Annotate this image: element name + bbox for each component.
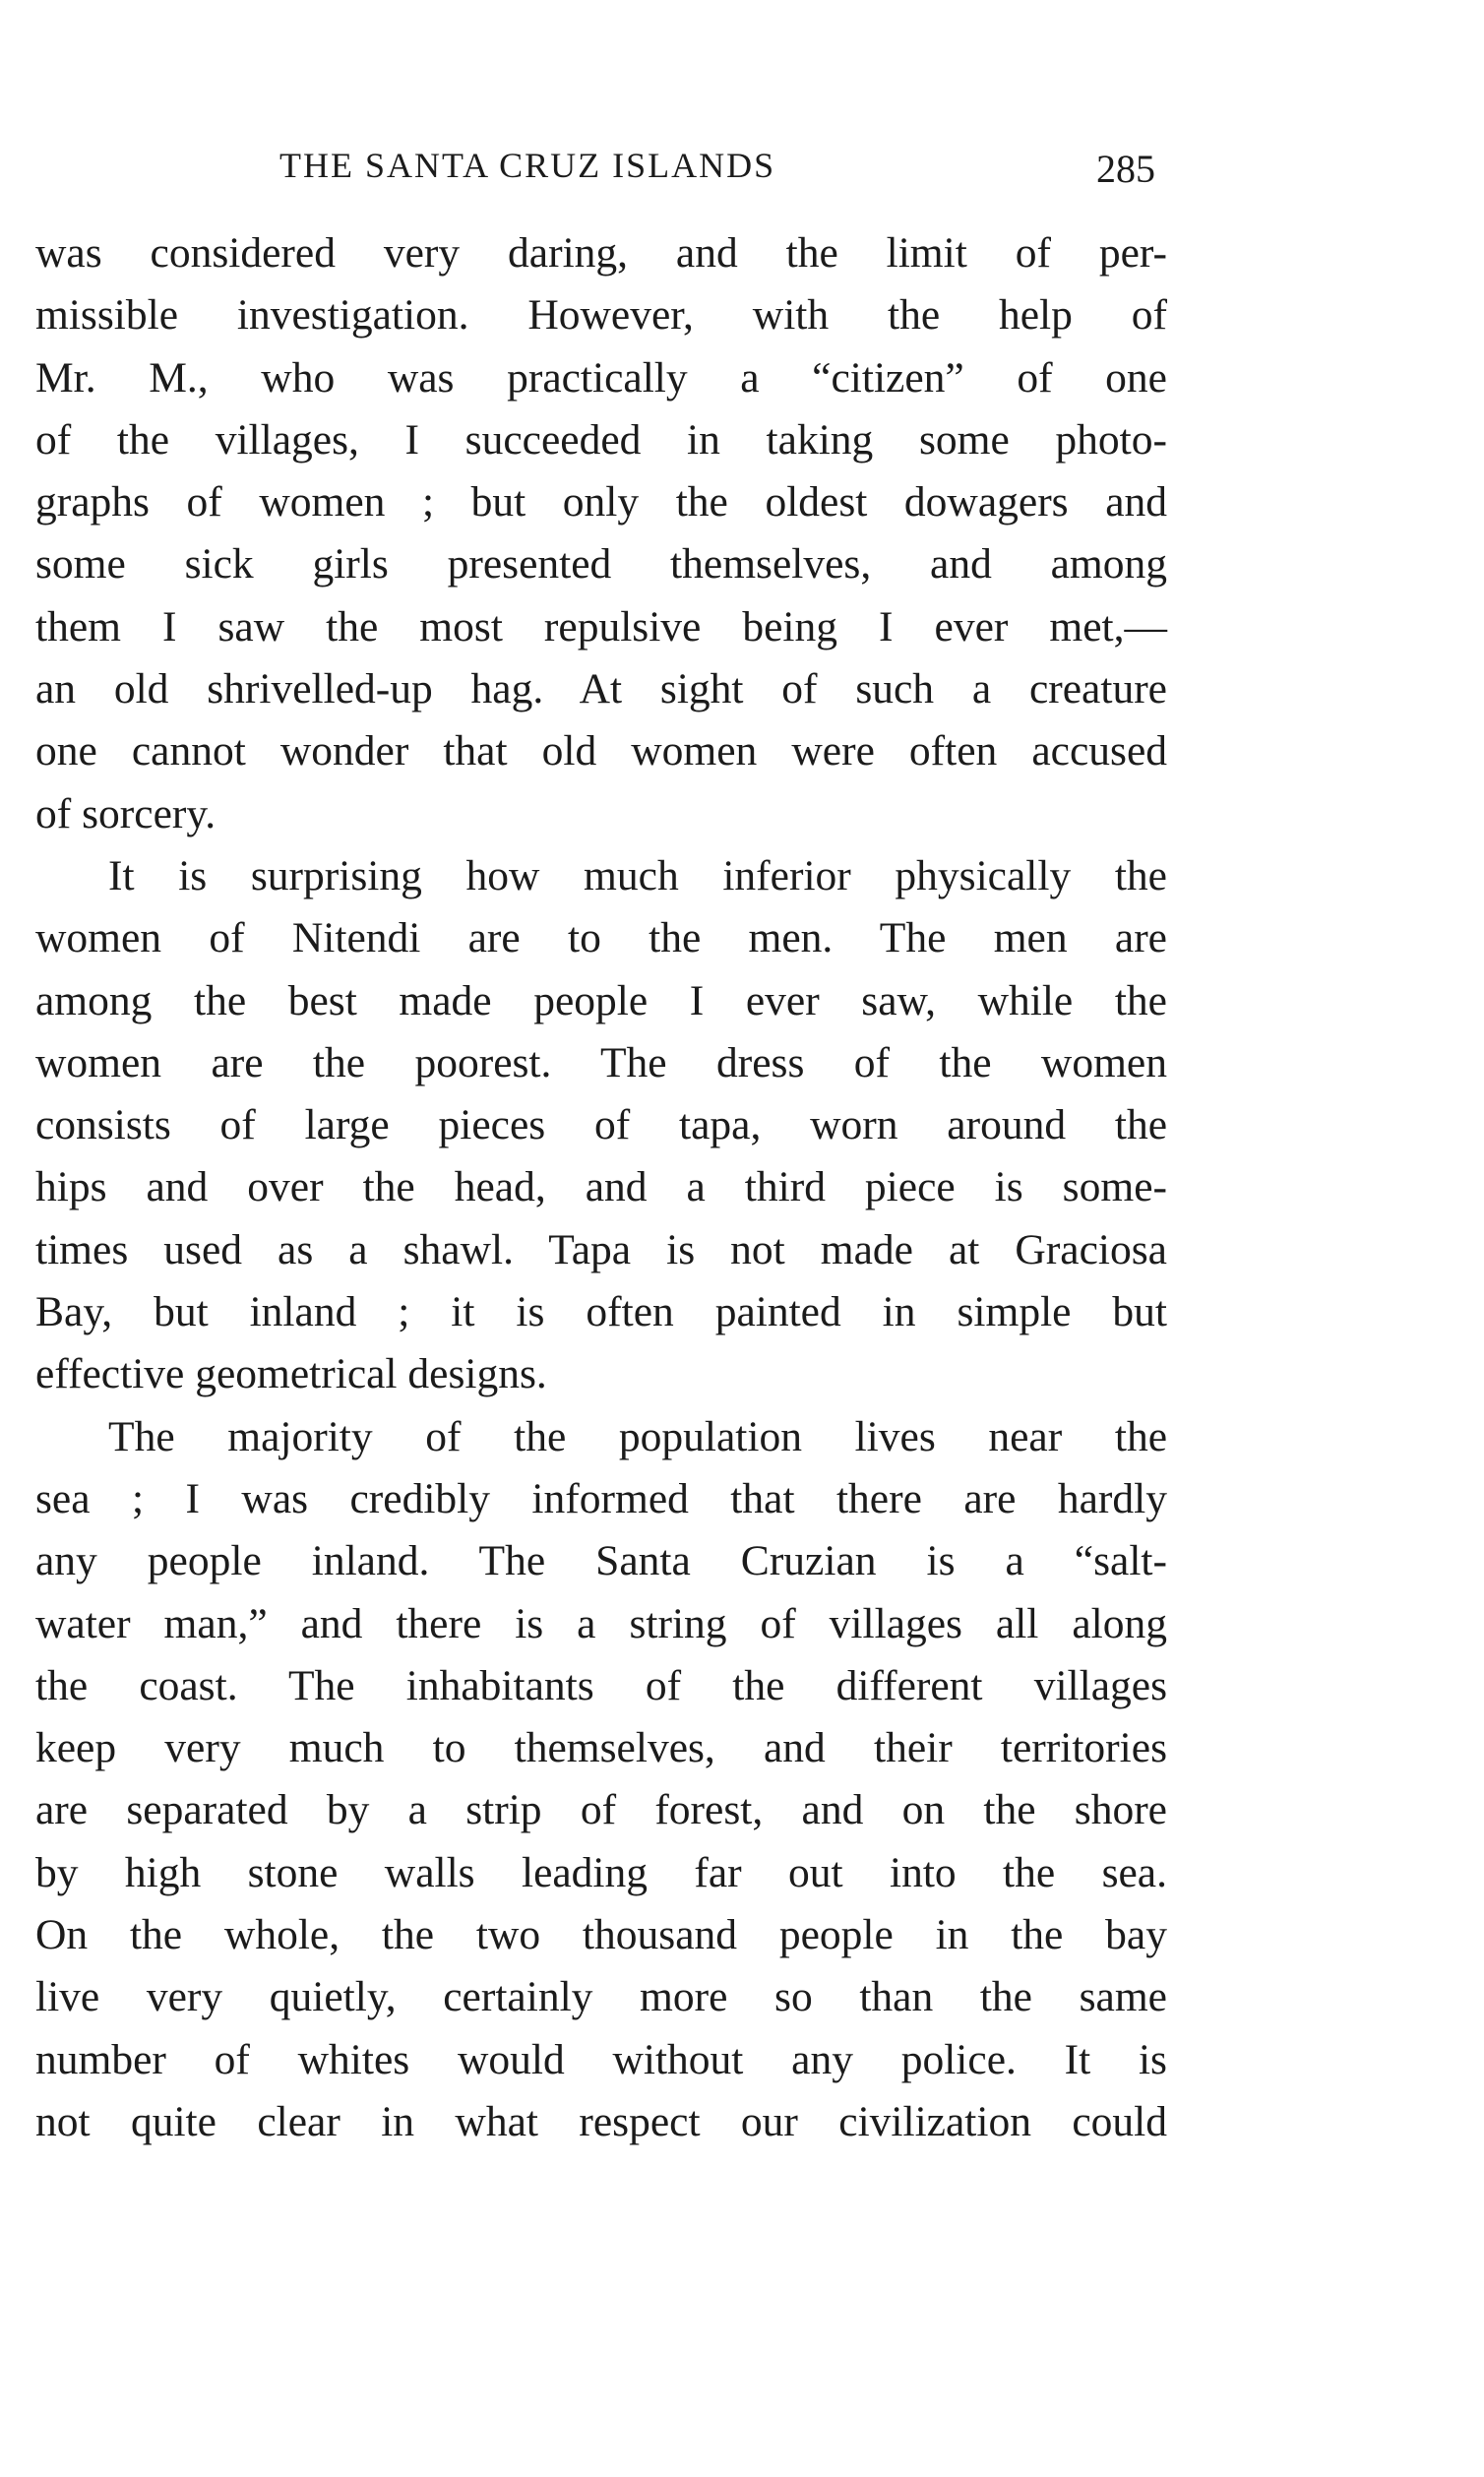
text-line: On the whole, the two thousand people in the bay xyxy=(35,1911,1167,1959)
paragraph-3 xyxy=(35,1406,1167,2154)
page-number: 285 xyxy=(1096,147,1155,191)
text-line: effective geometrical designs. xyxy=(35,1350,547,1398)
text-line: women of Nitendi are to the men. The men are xyxy=(35,914,1167,962)
text-line: of the villages, I succeeded in taking some photo- xyxy=(35,415,1167,464)
text-line: Bay, but inland ; it is often painted in simple but xyxy=(35,1288,1167,1336)
text-line: missible investigation. However, with the help of xyxy=(35,291,1167,340)
text-line: It is surprising how much inferior physically the xyxy=(108,851,1167,899)
text-line: them I saw the most repulsive being I ever met,— xyxy=(35,602,1167,650)
text-line: are separated by a strip of forest, and on the shore xyxy=(35,1786,1167,1834)
text-line: sea ; I was credibly informed that there are hardly xyxy=(35,1474,1167,1522)
text-line: the coast. The inhabitants of the different villages xyxy=(35,1661,1167,1709)
text-line: number of whites would without any police. It is xyxy=(35,2035,1167,2083)
text-line: among the best made people I ever saw, while the xyxy=(35,976,1167,1024)
text-line: water man,” and there is a string of villages all along xyxy=(35,1599,1167,1647)
body-text xyxy=(35,222,1167,2153)
paragraph-2 xyxy=(35,845,1167,1406)
text-line: one cannot wonder that old women were often accused xyxy=(35,727,1167,775)
running-title: THE SANTA CRUZ ISLANDS xyxy=(279,146,776,185)
text-line: hips and over the head, and a third piece is some- xyxy=(35,1163,1167,1211)
text-line: of sorcery. xyxy=(35,789,216,837)
text-line: any people inland. The Santa Cruzian is a “salt- xyxy=(35,1537,1167,1585)
text-line: live very quietly, certainly more so than the same xyxy=(35,1973,1167,2021)
text-line: some sick girls presented themselves, and among xyxy=(35,540,1167,588)
text-line: Mr. M., who was practically a “citizen” of one xyxy=(35,353,1167,402)
text-line: times used as a shawl. Tapa is not made at Graciosa xyxy=(35,1225,1167,1273)
text-line: The majority of the population lives near the xyxy=(108,1412,1167,1460)
paragraph-1 xyxy=(35,222,1167,845)
text-line: consists of large pieces of tapa, worn around the xyxy=(35,1101,1167,1149)
text-line: an old shrivelled-up hag. At sight of such a creature xyxy=(35,665,1167,713)
running-head xyxy=(35,136,1167,195)
text-line: by high stone walls leading far out into the sea. xyxy=(35,1848,1167,1896)
text-line: keep very much to themselves, and their territories xyxy=(35,1724,1167,1772)
text-line: women are the poorest. The dress of the women xyxy=(35,1038,1167,1086)
text-line: was considered very daring, and the limit of per- xyxy=(35,229,1167,277)
text-line: graphs of women ; but only the oldest dowagers and xyxy=(35,478,1167,526)
text-line: not quite clear in what respect our civilization could xyxy=(35,2097,1167,2145)
